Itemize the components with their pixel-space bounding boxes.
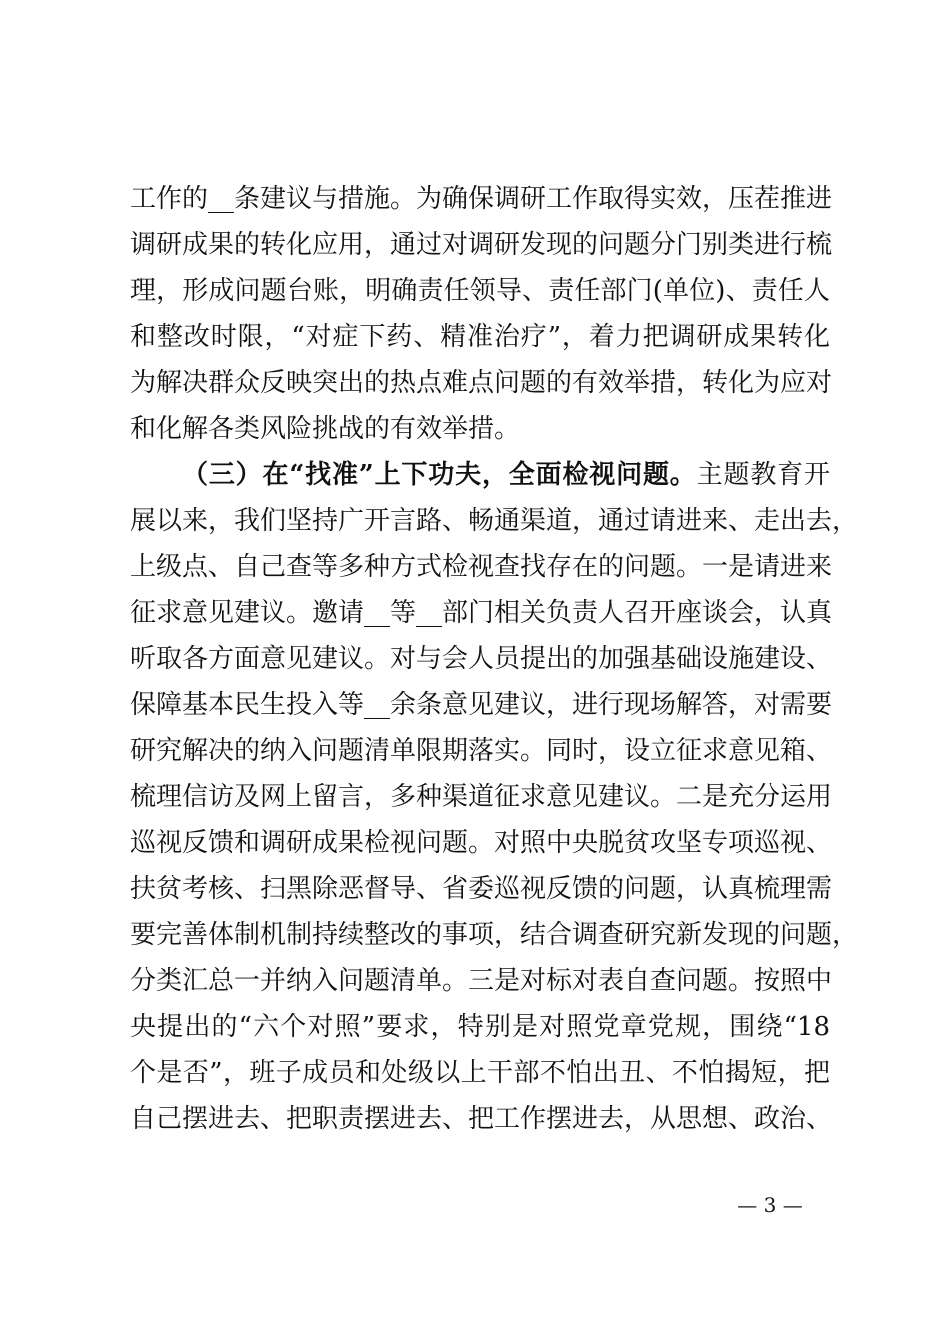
paragraph-line: 个是否”，班子成员和处级以上干部不怕出丑、不怕揭短，把 <box>130 1058 830 1088</box>
paragraph-line: 巡视反馈和调研成果检视问题。对照中央脱贫攻坚专项巡视、 <box>130 828 833 858</box>
paragraph-line: 展以来，我们坚持广开言路、畅通渠道，通过请进来、走出去， <box>130 506 859 536</box>
page-number: — 3 — <box>737 1193 803 1217</box>
paragraph-line: 分类汇总一并纳入问题清单。三是对标对表自查问题。按照中 <box>130 966 833 996</box>
paragraph-line: 要完善体制机制持续整改的事项，结合调查研究新发现的问题， <box>130 920 859 950</box>
section-heading: （三）在“找准”上下功夫，全面检视问题。 <box>182 460 697 490</box>
section-heading-rest: 主题教育开 <box>696 460 830 490</box>
paragraph-line: 上级点、自己查等多种方式检视查找存在的问题。一是请进来 <box>130 552 833 582</box>
paragraph-line: 调研成果的转化应用，通过对调研发现的问题分门别类进行梳 <box>130 230 833 260</box>
paragraph-line: 和整改时限，“对症下药、精准治疗”，着力把调研成果转化 <box>130 322 830 352</box>
paragraph-line: 工作的__条建议与措施。为确保调研工作取得实效，压茬推进 <box>130 184 833 214</box>
paragraph-line: 听取各方面意见建议。对与会人员提出的加强基础设施建设、 <box>130 644 833 674</box>
section-heading-line <box>182 452 830 498</box>
paragraph-line: 为解决群众反映突出的热点难点问题的有效举措，转化为应对 <box>130 368 833 398</box>
paragraph-line: 和化解各类风险挑战的有效举措。 <box>130 414 521 444</box>
paragraph-line: 自己摆进去、把职责摆进去、把工作摆进去，从思想、政治、 <box>130 1104 833 1134</box>
paragraph-line: 央提出的“六个对照”要求，特别是对照党章党规，围绕“18 <box>130 1012 830 1042</box>
paragraph-line: 梳理信访及网上留言，多种渠道征求意见建议。二是充分运用 <box>130 782 833 812</box>
paragraph-line: 研究解决的纳入问题清单限期落实。同时，设立征求意见箱、 <box>130 736 833 766</box>
paragraph-line: 征求意见建议。邀请__等__部门相关负责人召开座谈会，认真 <box>130 598 833 628</box>
paragraph-line: 扶贫考核、扫黑除恶督导、省委巡视反馈的问题，认真梳理需 <box>130 874 833 904</box>
paragraph-line: 保障基本民生投入等__余条意见建议，进行现场解答，对需要 <box>130 690 833 720</box>
paragraph-line: 理，形成问题台账，明确责任领导、责任部门(单位)、责任人 <box>130 276 830 306</box>
